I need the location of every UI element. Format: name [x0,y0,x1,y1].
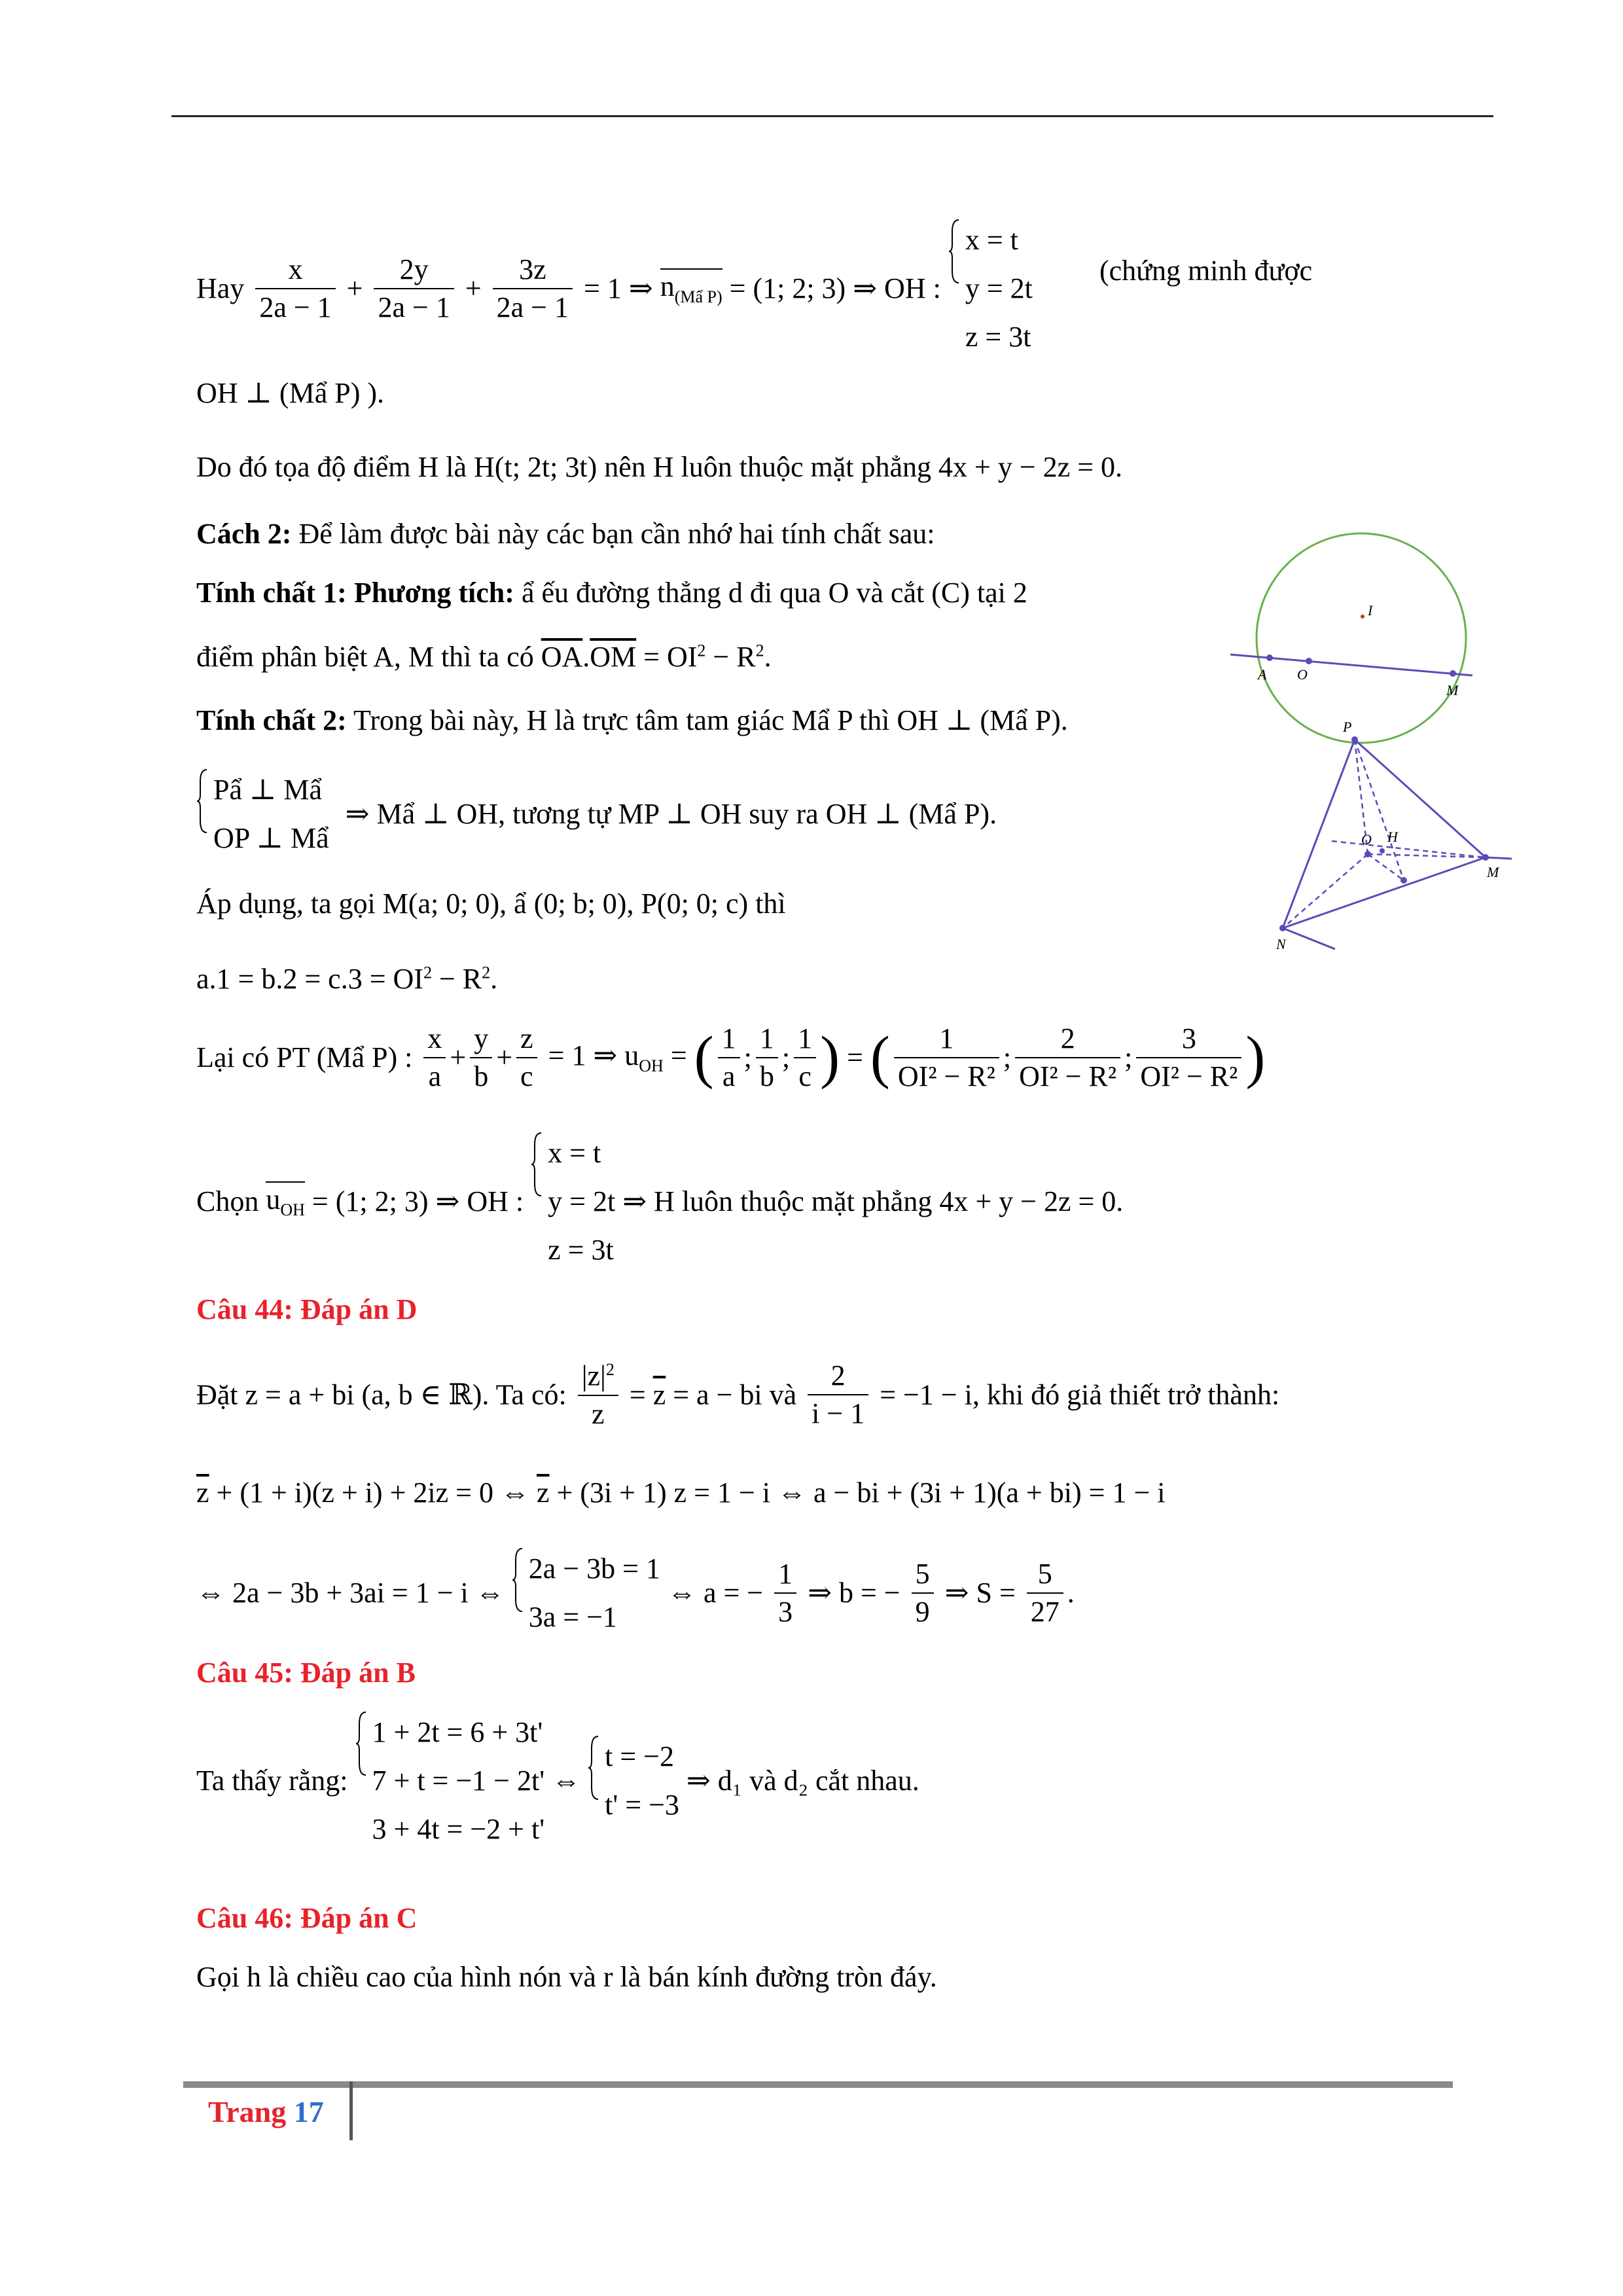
svg-text:N: N [1276,936,1286,952]
footer-separator [349,2081,353,2140]
line1: Hay $\frac{x}{2a - 1}$ + $\frac{2y}{2a - 1}$ + $\frac{3z}{2a - 1}$ = 1 ⇒ $n_{(Mẩ P)} = (1$; 2; 3) ⇒ OH : x = t y = 2t z = 3t [196,216,1033,361]
cau-45-line: Ta thấy rằng: 1 + 2t = 6 + 3t' 7 + t = −1 − 2t' 3 + 4t = −2 + t' ⇔ t = −2 t' = −3 ⇒ d₁ và d₂ cắt nhau. [196,1708,919,1854]
tinh-chat-2: Tính chất 2: Trong bài này, H là trực tâm tam giác Mẩ P thì OH ⊥ (Mẩ P). [196,704,1068,736]
tinh-chat-1-line2: điểm phân biệt A, M thì ta có $\overline{OA}.\overline{OM} = OI^2 - R^2$. [196,641,772,673]
tetrahedron-figure [1230,720,1518,969]
label-I: I [1368,602,1373,619]
cau-46-line: Gọi h là chiều cao của hình nón và r là bán kính đường tròn đáy. [196,1961,937,1993]
svg-text:O: O [1361,831,1372,848]
fraction: $\frac{3z}{2a - 1}$ [493,255,573,322]
ap-dung: Áp dụng, ta gọi M(a; 0; 0), ẩ (0; b; 0), P(0; 0; c) thì [196,888,786,920]
svg-text:A: A [1258,666,1267,683]
page-number: Trang 17 [208,2095,324,2128]
tinh-chat-1: Tính chất 1: Phương tích: ẩ ếu đường thẳng d đi qua O và cắt (C) tại 2 [196,577,1027,609]
system-2: Pẩ ⊥ Mẩ OP ⊥ Mẩ ⇒ Mẩ ⊥ OH, tương tự MP ⊥ OH suy ra OH ⊥ (Mẩ P). [196,766,997,863]
svg-text:H: H [1387,829,1398,845]
cau-44-line1: Đặt z = a + bi (a, b ∈ ℝ). Ta có: $\frac{|z|^2}{z}$ = $\overline{z} = a$ − bi và $\frac{2}{i - 1}$ = −1 − i, khi đó giả thiết trở thành: [196,1359,1280,1430]
svg-text:M: M [1487,864,1499,880]
cau-44-heading: Câu 44: Đáp án D [196,1293,418,1325]
chon-line: Chọn $u_{OH} = (1$; 2; 3) ⇒ OH : x = t y = 2t z = 3t ⇒ H luôn thuộc mặt phẳng 4x + y − 2z = 0. [196,1129,1123,1274]
hay-label: Hay [196,272,245,304]
fraction: $\frac{2y}{2a - 1}$ [374,255,454,322]
line2: OH ⊥ (Mẩ P) ). [196,377,385,409]
svg-text:P: P [1343,720,1352,735]
line-system: x = t y = 2t z = 3t [948,216,1033,361]
cau-44-line2: $\overline{z} + (1 + i)(z + i) + 2iz = 0$ ⇔ $\overline{z} + (3i + 1) z = 1 - i$ ⇔ a − bi + (3i + 1)(a + bi) = 1 − i [196,1477,1166,1509]
svg-text:M: M [1446,682,1459,698]
footer-rule [183,2081,1453,2088]
cach2-line: Cách 2: Để làm được bài này các bạn cần nhớ hai tính chất sau: [196,518,935,550]
chung-minh-text: (chứng minh được [1099,255,1313,287]
fraction: $\frac{x}{2a - 1}$ [255,255,335,322]
normal-vector: $n_{(Mẩ P)}$ [660,270,722,306]
top-rule [171,115,1493,117]
line3: Do đó tọa độ điểm H là H(t; 2t; 3t) nên H luôn thuộc mặt phẳng 4x + y − 2z = 0. [196,451,1123,483]
abc-line: $a.1 = b.2 = c.3 = OI^2 - R^2$. [196,963,498,995]
lai-co-line: Lại có PT (Mẩ P) : $\frac{x}{a}$ + $\frac{y}{b}$ + $\frac{z}{c}$ = 1 ⇒ $u_{OH}$ = ( $\frac{1}{a}$ ; $\frac{1}{b}$ ; $\frac{1}{c}$ ) = ( $\frac{1}{\text{OI² − R²}}$ ; $\frac{2}{\text{OI² − R²}}$ ; $\frac{3}{\text{OI² − R²}}$ ) [196,1022,1266,1092]
svg-text:O: O [1297,666,1308,683]
cau-44-line3: ⇔ 2a − 3b + 3ai = 1 − i ⇔ 2a − 3b = 1 3a = −1 ⇔ a = − $\frac{1}{3}$ ⇒ b = − $\frac{5}{9}$ ⇒ S = $\frac{5}{27}$ . [196,1545,1075,1641]
cau-45-heading: Câu 45: Đáp án B [196,1657,416,1689]
cau-46-heading: Câu 46: Đáp án C [196,1902,418,1934]
circle [1257,533,1466,743]
